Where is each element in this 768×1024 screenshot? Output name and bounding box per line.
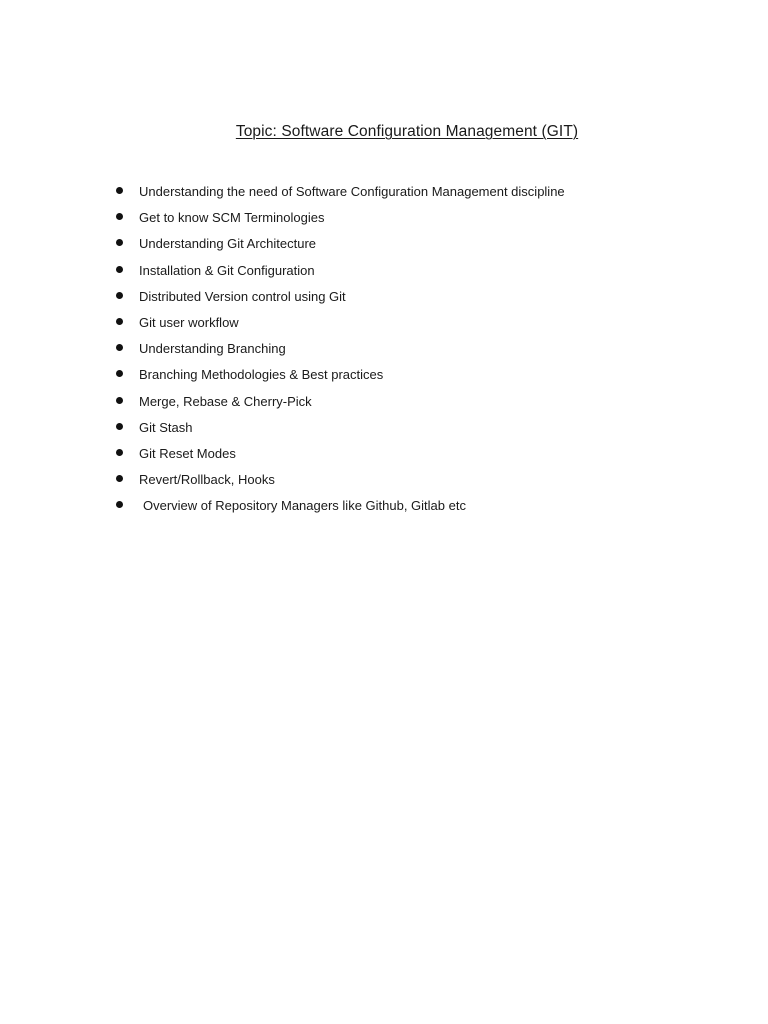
list-item-text: Git user workflow — [139, 314, 239, 330]
list-item-text: Revert/Rollback, Hooks — [139, 472, 275, 488]
list-item — [0, 181, 768, 207]
bullet-icon — [116, 423, 123, 430]
list-item-text: Understanding Branching — [139, 341, 286, 357]
list-item-text: Get to know SCM Terminologies — [139, 210, 325, 226]
list-item-text: Merge, Rebase & Cherry-Pick — [139, 393, 312, 409]
topic-list — [0, 181, 768, 521]
bullet-icon — [116, 344, 123, 351]
list-item — [0, 443, 768, 469]
list-item-text: Branching Methodologies & Best practices — [139, 367, 384, 383]
list-item — [0, 391, 768, 417]
list-item — [0, 286, 768, 312]
list-item-text: Understanding Git Architecture — [139, 236, 317, 252]
bullet-icon — [116, 449, 123, 456]
list-item — [0, 233, 768, 259]
list-item-text: Understanding the need of Software Configuration Management discipline — [139, 184, 565, 199]
list-item — [0, 207, 768, 233]
list-item — [0, 469, 768, 495]
list-item — [0, 338, 768, 364]
list-item-text: Git Reset Modes — [139, 445, 236, 461]
list-item-text: Installation & Git Configuration — [139, 262, 315, 278]
list-item-text: Distributed Version control using Git — [139, 288, 346, 304]
list-item-text: Overview of Repository Managers like Github, Gitlab etc — [143, 498, 466, 514]
bullet-icon — [116, 213, 123, 220]
list-item — [0, 364, 768, 390]
bullet-icon — [116, 292, 123, 299]
list-item — [0, 260, 768, 286]
page-title: Topic: Software Configuration Management (GIT) — [235, 123, 579, 140]
bullet-icon — [116, 501, 123, 508]
list-item-text: Git Stash — [139, 419, 193, 435]
list-item — [0, 495, 768, 521]
list-item — [0, 417, 768, 443]
bullet-icon — [116, 239, 123, 246]
bullet-icon — [116, 187, 123, 194]
list-item — [0, 312, 768, 338]
bullet-icon — [116, 370, 123, 377]
bullet-icon — [116, 475, 123, 482]
bullet-icon — [116, 397, 123, 404]
bullet-icon — [116, 266, 123, 273]
bullet-icon — [116, 318, 123, 325]
